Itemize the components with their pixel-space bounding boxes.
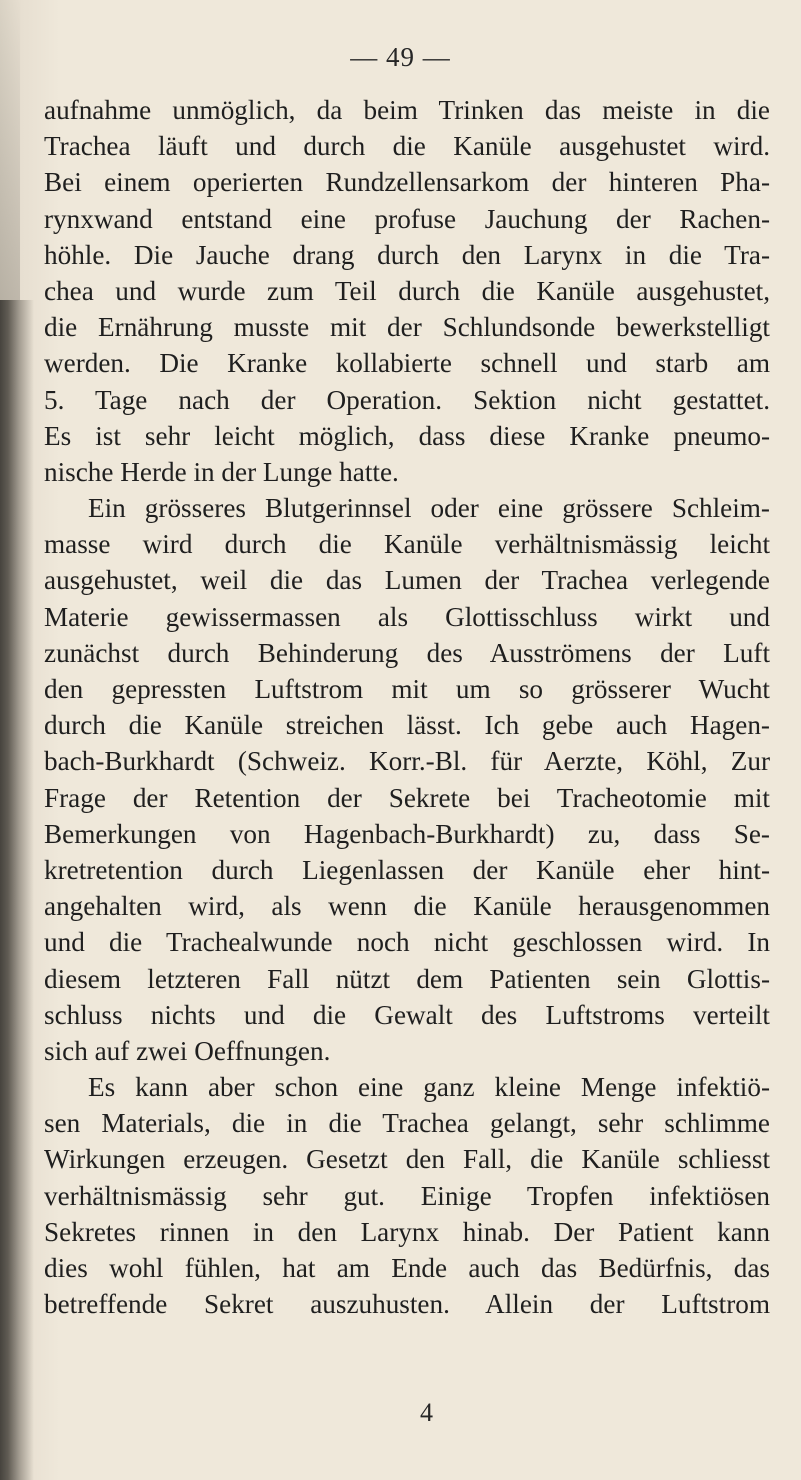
text-line: Bei einem operierten Rundzellensarkom der hinteren Pha- bbox=[44, 167, 770, 198]
text-line: rynxwand entstand eine profuse Jauchung der Rachen- bbox=[44, 203, 770, 234]
text-line: chea und wurde zum Teil durch die Kanüle ausgehustet, bbox=[44, 275, 770, 306]
text-line: nische Herde in der Lunge hatte. bbox=[44, 456, 399, 487]
text-line: bach-Burkhardt (Schweiz. Korr.-Bl. für Aerzte, Köhl, Zur bbox=[44, 746, 770, 777]
text-line: sen Materials, die in die Trachea gelangt, sehr schlimme bbox=[44, 1108, 770, 1139]
text-line: höhle. Die Jauche drang durch den Larynx in die Tra- bbox=[44, 239, 770, 270]
text-line: dies wohl fühlen, hat am Ende auch das Bedürfnis, das bbox=[44, 1253, 770, 1283]
text-line: Ein grösseres Blutgerinnsel oder eine grössere Schleim- bbox=[88, 493, 770, 524]
body-text bbox=[44, 92, 770, 1322]
text-line: betreffende Sekret auszuhusten. Allein der Luftstrom bbox=[44, 1289, 770, 1320]
text-line: den gepressten Luftstrom mit um so grösserer Wucht bbox=[44, 674, 770, 704]
text-line: zunächst durch Behinderung des Ausströmens der Luft bbox=[44, 637, 770, 668]
text-line: durch die Kanüle streichen lässt. Ich gebe auch Hagen- bbox=[44, 710, 770, 741]
signature-mark: 4 bbox=[420, 1398, 433, 1427]
text-line: Trachea läuft und durch die Kanüle ausgehustet wird. bbox=[44, 131, 770, 162]
text-line: Es kann aber schon eine ganz kleine Menge infektiö- bbox=[88, 1072, 770, 1103]
text-line: kretretention durch Liegenlassen der Kanüle eher hint- bbox=[44, 854, 770, 885]
text-line: werden. Die Kranke kollabierte schnell und starb am bbox=[44, 348, 770, 379]
text-line: Bemerkungen von Hagenbach-Burkhardt) zu, dass Se- bbox=[44, 818, 770, 849]
text-line: schluss nichts und die Gewalt des Luftstroms verteilt bbox=[44, 999, 770, 1030]
text-line: 5. Tage nach der Operation. Sektion nicht gestattet. bbox=[44, 384, 770, 415]
page-number: — 49 — bbox=[350, 42, 451, 72]
text-line: aufnahme unmöglich, da beim Trinken das meiste in die bbox=[44, 95, 770, 125]
text-line: sich auf zwei Oeffnungen. bbox=[44, 1035, 331, 1066]
text-line: masse wird durch die Kanüle verhältnismässig leicht bbox=[44, 529, 770, 560]
text-line: verhältnismässig sehr gut. Einige Tropfen infektiösen bbox=[44, 1180, 770, 1211]
text-line: die Ernährung musste mit der Schlundsonde bewerkstelligt bbox=[44, 312, 770, 343]
binding-shadow bbox=[0, 300, 34, 1480]
text-line: und die Trachealwunde noch nicht geschlossen wird. In bbox=[44, 927, 770, 958]
text-line: Sekretes rinnen in den Larynx hinab. Der Patient kann bbox=[44, 1216, 770, 1247]
text-line: Materie gewissermassen als Glottisschluss wirkt und bbox=[44, 601, 770, 632]
text-line: angehalten wird, als wenn die Kanüle herausgenommen bbox=[44, 891, 770, 922]
text-line: ausgehustet, weil die das Lumen der Trachea verlegende bbox=[44, 565, 770, 596]
text-line: diesem letzteren Fall nützt dem Patienten sein Glottis- bbox=[44, 963, 770, 994]
text-line: Wirkungen erzeugen. Gesetzt den Fall, die Kanüle schliesst bbox=[44, 1144, 770, 1175]
text-line: Frage der Retention der Sekrete bei Tracheotomie mit bbox=[44, 782, 770, 813]
text-line: Es ist sehr leicht möglich, dass diese Kranke pneumo- bbox=[44, 420, 770, 451]
